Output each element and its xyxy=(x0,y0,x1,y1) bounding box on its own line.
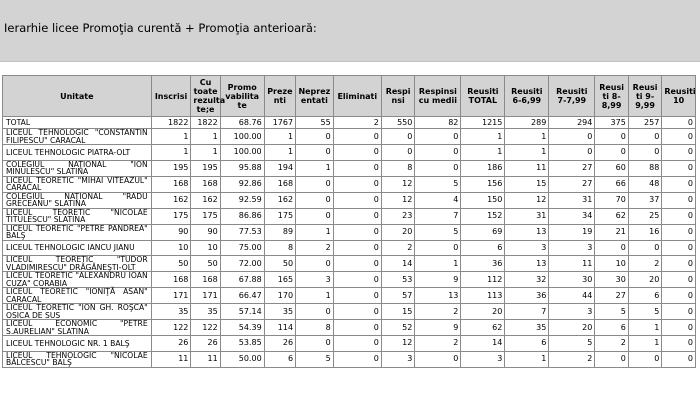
value-cell: 0 xyxy=(333,336,381,352)
school-name-cell: LICEUL TEORETIC "MIHAI VITEAZUL" CARACAL xyxy=(3,176,152,192)
value-cell: 86.86 xyxy=(220,208,264,224)
value-cell: 2 xyxy=(628,256,661,272)
value-cell: 11 xyxy=(505,160,549,176)
value-cell: 168 xyxy=(264,176,295,192)
value-cell: 66.47 xyxy=(220,288,264,304)
value-cell: 50.00 xyxy=(220,351,264,367)
value-cell: 53.85 xyxy=(220,336,264,352)
value-cell: 6 xyxy=(595,320,628,336)
table-row xyxy=(3,224,696,240)
value-cell: 0 xyxy=(333,224,381,240)
school-name-cell: LICEUL TEHNOLOGIC "NICOLAE BĂLCESCU" BALŞ xyxy=(3,351,152,367)
value-cell: 122 xyxy=(151,320,191,336)
value-cell: 14 xyxy=(461,336,505,352)
column-header-9: Reusiti TOTAL xyxy=(461,76,505,117)
table-row xyxy=(3,208,696,224)
value-cell: 6 xyxy=(461,240,505,256)
value-cell: 3 xyxy=(461,351,505,367)
column-header-10: Reusiti 6-6,99 xyxy=(505,76,549,117)
value-cell: 12 xyxy=(381,336,414,352)
value-cell: 171 xyxy=(151,288,191,304)
value-cell: 175 xyxy=(151,208,191,224)
value-cell: 35 xyxy=(264,304,295,320)
value-cell: 5 xyxy=(628,304,661,320)
value-cell: 30 xyxy=(595,272,628,288)
value-cell: 0 xyxy=(662,272,696,288)
column-header-4: Preze nti xyxy=(264,76,295,117)
value-cell: 95.88 xyxy=(220,160,264,176)
value-cell: 0 xyxy=(628,145,661,161)
results-table xyxy=(2,75,696,368)
value-cell: 1 xyxy=(461,145,505,161)
value-cell: 0 xyxy=(662,351,696,367)
value-cell: 0 xyxy=(333,145,381,161)
value-cell: 0 xyxy=(662,208,696,224)
value-cell: 10 xyxy=(191,240,220,256)
value-cell: 12 xyxy=(505,192,549,208)
school-name-cell: LICEUL ECONOMIC "PETRE S.AURELIAN" SLATINA xyxy=(3,320,152,336)
value-cell: 1 xyxy=(296,160,334,176)
value-cell: 3 xyxy=(296,272,334,288)
school-name-cell: TOTAL xyxy=(3,117,152,129)
value-cell: 55 xyxy=(296,117,334,129)
value-cell: 75.00 xyxy=(220,240,264,256)
value-cell: 0 xyxy=(333,208,381,224)
value-cell: 168 xyxy=(191,272,220,288)
value-cell: 0 xyxy=(662,320,696,336)
value-cell: 14 xyxy=(381,256,414,272)
value-cell: 36 xyxy=(461,256,505,272)
value-cell: 0 xyxy=(662,129,696,145)
value-cell: 13 xyxy=(415,288,461,304)
value-cell: 60 xyxy=(595,160,628,176)
value-cell: 16 xyxy=(628,224,661,240)
value-cell: 0 xyxy=(595,240,628,256)
value-cell: 13 xyxy=(505,256,549,272)
value-cell: 1 xyxy=(191,145,220,161)
table-row xyxy=(3,320,696,336)
value-cell: 9 xyxy=(415,320,461,336)
value-cell: 10 xyxy=(151,240,191,256)
value-cell: 66 xyxy=(595,176,628,192)
value-cell: 31 xyxy=(505,208,549,224)
value-cell: 62 xyxy=(595,208,628,224)
value-cell: 20 xyxy=(381,224,414,240)
value-cell: 26 xyxy=(151,336,191,352)
value-cell: 0 xyxy=(333,272,381,288)
value-cell: 82 xyxy=(415,117,461,129)
value-cell: 162 xyxy=(151,192,191,208)
value-cell: 3 xyxy=(505,240,549,256)
value-cell: 168 xyxy=(191,176,220,192)
school-name-cell: LICEUL TEORETIC "ALEXANDRU IOAN CUZA" CORABIA xyxy=(3,272,152,288)
value-cell: 0 xyxy=(662,336,696,352)
table-row xyxy=(3,288,696,304)
school-name-cell: COLEGIUL NAŢIONAL "RADU GRECEANU" SLATINA xyxy=(3,192,152,208)
value-cell: 54.39 xyxy=(220,320,264,336)
value-cell: 175 xyxy=(264,208,295,224)
value-cell: 57 xyxy=(381,288,414,304)
value-cell: 7 xyxy=(415,208,461,224)
value-cell: 165 xyxy=(264,272,295,288)
value-cell: 1 xyxy=(296,288,334,304)
table-row xyxy=(3,240,696,256)
value-cell: 21 xyxy=(595,224,628,240)
school-name-cell: LICEUL TEORETIC "IONIŢĂ ASAN" CARACAL xyxy=(3,288,152,304)
value-cell: 5 xyxy=(296,351,334,367)
value-cell: 2 xyxy=(595,336,628,352)
value-cell: 168 xyxy=(151,176,191,192)
value-cell: 57.14 xyxy=(220,304,264,320)
value-cell: 550 xyxy=(381,117,414,129)
school-name-cell: COLEGIUL NAŢIONAL "ION MINULESCU" SLATINA xyxy=(3,160,152,176)
value-cell: 20 xyxy=(461,304,505,320)
value-cell: 0 xyxy=(662,192,696,208)
value-cell: 195 xyxy=(151,160,191,176)
value-cell: 289 xyxy=(505,117,549,129)
value-cell: 50 xyxy=(151,256,191,272)
value-cell: 0 xyxy=(333,176,381,192)
value-cell: 0 xyxy=(296,192,334,208)
value-cell: 1 xyxy=(415,256,461,272)
table-header-row xyxy=(3,76,696,117)
value-cell: 150 xyxy=(461,192,505,208)
value-cell: 1 xyxy=(628,336,661,352)
value-cell: 70 xyxy=(595,192,628,208)
column-header-6: Eliminati xyxy=(333,76,381,117)
value-cell: 90 xyxy=(191,224,220,240)
value-cell: 8 xyxy=(264,240,295,256)
value-cell: 2 xyxy=(296,240,334,256)
value-cell: 6 xyxy=(264,351,295,367)
value-cell: 1 xyxy=(505,145,549,161)
total-row xyxy=(3,117,696,129)
table-row xyxy=(3,176,696,192)
value-cell: 92.59 xyxy=(220,192,264,208)
value-cell: 27 xyxy=(549,176,595,192)
value-cell: 112 xyxy=(461,272,505,288)
value-cell: 50 xyxy=(264,256,295,272)
value-cell: 2 xyxy=(333,117,381,129)
school-name-cell: LICEUL TEHNOLOGIC "CONSTANTIN FILIPESCU" CARACAL xyxy=(3,129,152,145)
value-cell: 375 xyxy=(595,117,628,129)
school-name-cell: LICEUL TEORETIC "NICOLAE TITULESCU" SLATINA xyxy=(3,208,152,224)
table-body xyxy=(3,117,696,368)
value-cell: 9 xyxy=(415,272,461,288)
title-bar xyxy=(0,0,700,62)
value-cell: 0 xyxy=(381,129,414,145)
value-cell: 100.00 xyxy=(220,129,264,145)
value-cell: 15 xyxy=(381,304,414,320)
value-cell: 3 xyxy=(549,240,595,256)
page-title: Ierarhie licee Promoţia curentă + Promoţia anterioară: xyxy=(4,21,317,35)
value-cell: 8 xyxy=(296,320,334,336)
value-cell: 1822 xyxy=(151,117,191,129)
value-cell: 2 xyxy=(549,351,595,367)
school-name-cell: LICEUL TEORETIC "TUDOR VLADIMIRESCU" DRĂGĂNEŞTI-OLT xyxy=(3,256,152,272)
value-cell: 171 xyxy=(191,288,220,304)
value-cell: 195 xyxy=(191,160,220,176)
value-cell: 170 xyxy=(264,288,295,304)
table-row xyxy=(3,160,696,176)
value-cell: 37 xyxy=(628,192,661,208)
value-cell: 0 xyxy=(662,176,696,192)
value-cell: 0 xyxy=(662,224,696,240)
value-cell: 31 xyxy=(549,192,595,208)
value-cell: 52 xyxy=(381,320,414,336)
value-cell: 6 xyxy=(628,288,661,304)
value-cell: 5 xyxy=(415,224,461,240)
value-cell: 8 xyxy=(381,160,414,176)
column-header-11: Reusiti 7-7,99 xyxy=(549,76,595,117)
value-cell: 12 xyxy=(381,176,414,192)
value-cell: 0 xyxy=(628,129,661,145)
value-cell: 10 xyxy=(595,256,628,272)
value-cell: 11 xyxy=(151,351,191,367)
value-cell: 0 xyxy=(296,208,334,224)
value-cell: 67.88 xyxy=(220,272,264,288)
value-cell: 1 xyxy=(628,320,661,336)
value-cell: 0 xyxy=(415,145,461,161)
value-cell: 1215 xyxy=(461,117,505,129)
table-row xyxy=(3,304,696,320)
column-header-7: Respi nsi xyxy=(381,76,414,117)
value-cell: 7 xyxy=(505,304,549,320)
value-cell: 62 xyxy=(461,320,505,336)
school-name-cell: LICEUL TEORETIC "ION GH. ROŞCA" OSICA DE SUS xyxy=(3,304,152,320)
value-cell: 113 xyxy=(461,288,505,304)
value-cell: 0 xyxy=(415,129,461,145)
value-cell: 0 xyxy=(296,256,334,272)
value-cell: 0 xyxy=(549,145,595,161)
value-cell: 23 xyxy=(381,208,414,224)
value-cell: 1 xyxy=(461,129,505,145)
value-cell: 88 xyxy=(628,160,661,176)
column-header-14: Reusiti 10 xyxy=(662,76,696,117)
value-cell: 0 xyxy=(549,129,595,145)
value-cell: 0 xyxy=(595,145,628,161)
value-cell: 2 xyxy=(415,336,461,352)
value-cell: 0 xyxy=(296,145,334,161)
value-cell: 0 xyxy=(296,304,334,320)
value-cell: 0 xyxy=(296,336,334,352)
value-cell: 0 xyxy=(628,351,661,367)
table-row xyxy=(3,336,696,352)
column-header-1: Inscrisi xyxy=(151,76,191,117)
value-cell: 89 xyxy=(264,224,295,240)
table-row xyxy=(3,145,696,161)
value-cell: 1 xyxy=(264,145,295,161)
value-cell: 114 xyxy=(264,320,295,336)
value-cell: 2 xyxy=(381,240,414,256)
value-cell: 1 xyxy=(264,129,295,145)
table-row xyxy=(3,351,696,367)
value-cell: 92.86 xyxy=(220,176,264,192)
value-cell: 26 xyxy=(191,336,220,352)
column-header-3: Promo vabilita te xyxy=(220,76,264,117)
value-cell: 30 xyxy=(549,272,595,288)
value-cell: 2 xyxy=(415,304,461,320)
value-cell: 0 xyxy=(296,176,334,192)
value-cell: 90 xyxy=(151,224,191,240)
value-cell: 0 xyxy=(662,160,696,176)
value-cell: 0 xyxy=(662,256,696,272)
value-cell: 35 xyxy=(191,304,220,320)
value-cell: 53 xyxy=(381,272,414,288)
school-name-cell: LICEUL TEHNOLOGIC PIATRA-OLT xyxy=(3,145,152,161)
value-cell: 0 xyxy=(333,351,381,367)
value-cell: 168 xyxy=(151,272,191,288)
value-cell: 4 xyxy=(415,192,461,208)
column-header-5: Neprez entati xyxy=(296,76,334,117)
value-cell: 156 xyxy=(461,176,505,192)
school-name-cell: LICEUL TEHNOLOGIC IANCU JIANU xyxy=(3,240,152,256)
column-header-8: Respinsi cu medii xyxy=(415,76,461,117)
value-cell: 0 xyxy=(662,240,696,256)
column-header-0: Unitate xyxy=(3,76,152,117)
value-cell: 162 xyxy=(264,192,295,208)
value-cell: 50 xyxy=(191,256,220,272)
school-name-cell: LICEUL TEHNOLOGIC NR. 1 BALŞ xyxy=(3,336,152,352)
value-cell: 122 xyxy=(191,320,220,336)
value-cell: 26 xyxy=(264,336,295,352)
value-cell: 0 xyxy=(415,240,461,256)
table-row xyxy=(3,272,696,288)
value-cell: 20 xyxy=(549,320,595,336)
value-cell: 3 xyxy=(381,351,414,367)
value-cell: 72.00 xyxy=(220,256,264,272)
value-cell: 3 xyxy=(549,304,595,320)
value-cell: 1 xyxy=(151,145,191,161)
value-cell: 194 xyxy=(264,160,295,176)
value-cell: 25 xyxy=(628,208,661,224)
value-cell: 77.53 xyxy=(220,224,264,240)
table-row xyxy=(3,192,696,208)
value-cell: 5 xyxy=(415,176,461,192)
value-cell: 0 xyxy=(333,129,381,145)
value-cell: 186 xyxy=(461,160,505,176)
value-cell: 32 xyxy=(505,272,549,288)
value-cell: 36 xyxy=(505,288,549,304)
value-cell: 152 xyxy=(461,208,505,224)
value-cell: 20 xyxy=(628,272,661,288)
value-cell: 0 xyxy=(628,240,661,256)
value-cell: 5 xyxy=(549,336,595,352)
value-cell: 1 xyxy=(151,129,191,145)
value-cell: 13 xyxy=(505,224,549,240)
column-header-12: Reusi ti 8- 8,99 xyxy=(595,76,628,117)
value-cell: 100.00 xyxy=(220,145,264,161)
value-cell: 0 xyxy=(296,129,334,145)
value-cell: 0 xyxy=(333,304,381,320)
value-cell: 294 xyxy=(549,117,595,129)
column-header-13: Reusi ti 9- 9,99 xyxy=(628,76,661,117)
value-cell: 0 xyxy=(333,320,381,336)
value-cell: 6 xyxy=(505,336,549,352)
value-cell: 1 xyxy=(191,129,220,145)
value-cell: 1822 xyxy=(191,117,220,129)
value-cell: 5 xyxy=(595,304,628,320)
value-cell: 1767 xyxy=(264,117,295,129)
table-row xyxy=(3,256,696,272)
value-cell: 0 xyxy=(333,192,381,208)
value-cell: 162 xyxy=(191,192,220,208)
value-cell: 0 xyxy=(415,160,461,176)
value-cell: 0 xyxy=(662,145,696,161)
value-cell: 0 xyxy=(595,129,628,145)
value-cell: 11 xyxy=(549,256,595,272)
value-cell: 35 xyxy=(505,320,549,336)
value-cell: 68.76 xyxy=(220,117,264,129)
value-cell: 1 xyxy=(505,351,549,367)
results-table-container xyxy=(2,75,696,368)
value-cell: 0 xyxy=(662,304,696,320)
value-cell: 0 xyxy=(333,160,381,176)
value-cell: 1 xyxy=(505,129,549,145)
value-cell: 0 xyxy=(662,117,696,129)
value-cell: 27 xyxy=(549,160,595,176)
value-cell: 0 xyxy=(333,288,381,304)
table-row xyxy=(3,129,696,145)
value-cell: 19 xyxy=(549,224,595,240)
value-cell: 0 xyxy=(415,351,461,367)
value-cell: 0 xyxy=(662,288,696,304)
value-cell: 27 xyxy=(595,288,628,304)
value-cell: 34 xyxy=(549,208,595,224)
value-cell: 35 xyxy=(151,304,191,320)
school-name-cell: LICEUL TEORETIC "PETRE PANDREA" BALŞ xyxy=(3,224,152,240)
value-cell: 44 xyxy=(549,288,595,304)
value-cell: 0 xyxy=(333,240,381,256)
value-cell: 0 xyxy=(333,256,381,272)
value-cell: 257 xyxy=(628,117,661,129)
value-cell: 0 xyxy=(595,351,628,367)
value-cell: 11 xyxy=(191,351,220,367)
value-cell: 48 xyxy=(628,176,661,192)
column-header-2: Cu toate rezulta te;e xyxy=(191,76,220,117)
value-cell: 175 xyxy=(191,208,220,224)
value-cell: 1 xyxy=(296,224,334,240)
value-cell: 69 xyxy=(461,224,505,240)
value-cell: 15 xyxy=(505,176,549,192)
value-cell: 12 xyxy=(381,192,414,208)
value-cell: 0 xyxy=(381,145,414,161)
